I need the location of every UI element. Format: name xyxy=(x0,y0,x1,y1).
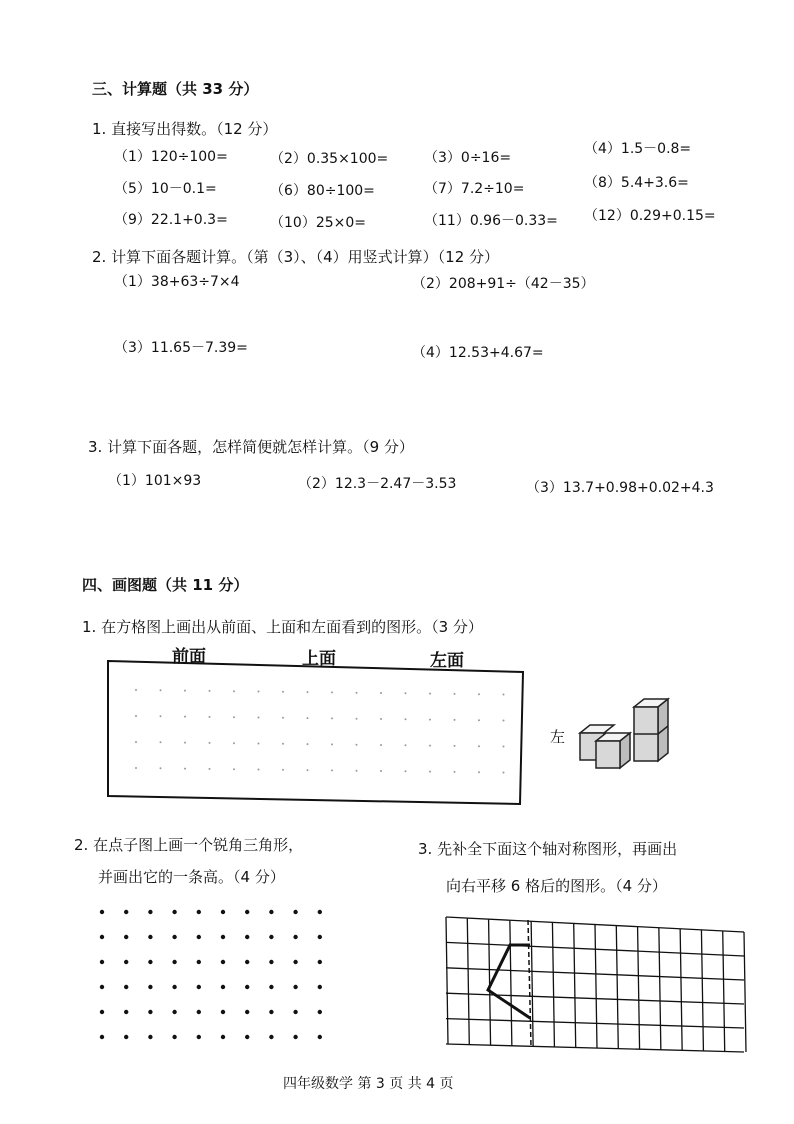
grid-line xyxy=(574,923,576,1047)
grid-dot xyxy=(380,692,382,694)
grid-line xyxy=(489,919,491,1045)
grid-dot xyxy=(293,1035,297,1039)
calc-item: （7）7.2÷10= xyxy=(424,181,525,197)
grid-dot xyxy=(318,960,322,964)
grid-dot xyxy=(269,1035,273,1039)
q1-title: 1. 直接写出得数。（12 分） xyxy=(92,120,278,138)
grid-dot xyxy=(245,1010,249,1014)
calc-item: （4）12.53+4.67= xyxy=(412,345,544,361)
grid-dot xyxy=(293,910,297,914)
grid-line xyxy=(723,931,725,1052)
draw-q1-title: 1. 在方格图上画出从前面、上面和左面看到的图形。（3 分） xyxy=(82,618,483,636)
calc-item: （5）10－0.1= xyxy=(114,181,217,197)
calc-item: （9）22.1+0.3= xyxy=(114,212,228,228)
grid-dot xyxy=(429,771,431,773)
calc-item: （2）0.35×100= xyxy=(270,151,389,167)
grid-dot xyxy=(209,742,211,744)
grid-dot xyxy=(100,1010,104,1014)
grid-line xyxy=(595,925,597,1049)
grid-dot xyxy=(221,1010,225,1014)
grid-dot xyxy=(331,691,333,693)
grid-dot xyxy=(269,935,273,939)
grid-dot xyxy=(124,935,128,939)
grid-line xyxy=(467,918,469,1045)
grid-dot xyxy=(429,745,431,747)
grid-dot xyxy=(503,746,505,748)
grid-dot xyxy=(258,769,260,771)
grid-dot xyxy=(172,910,176,914)
grid-dot xyxy=(293,985,297,989)
grid-dot xyxy=(184,768,186,770)
grid-dot xyxy=(269,910,273,914)
grid-dot xyxy=(221,1035,225,1039)
grid-dot xyxy=(172,960,176,964)
grid-dot xyxy=(197,960,201,964)
grid-dot xyxy=(221,985,225,989)
grid-line xyxy=(552,922,554,1047)
grid-dot xyxy=(318,1035,322,1039)
grid-dot xyxy=(380,718,382,720)
grid-dot xyxy=(148,910,152,914)
grid-dot xyxy=(258,743,260,745)
grid-dot xyxy=(172,1010,176,1014)
grid-dot xyxy=(454,719,456,721)
grid-line xyxy=(638,927,640,1049)
grid-dot xyxy=(124,910,128,914)
grid-dot xyxy=(503,772,505,774)
grid-dot xyxy=(209,716,211,718)
grid-dot xyxy=(148,1035,152,1039)
q2-title: 2. 计算下面各题计算。（第（3）、（4）用竖式计算）（12 分） xyxy=(92,248,500,266)
grid-line xyxy=(680,929,682,1051)
grid-dot xyxy=(184,690,186,692)
grid-dot xyxy=(172,1035,176,1039)
calc-item: （1）120÷100= xyxy=(114,149,228,165)
grid-dot xyxy=(405,744,407,746)
grid-dot xyxy=(209,690,211,692)
grid-dot xyxy=(307,717,309,719)
grid-dot xyxy=(172,935,176,939)
grid-dot xyxy=(209,768,211,770)
section-4-title: 四、画图题（共 11 分） xyxy=(82,576,249,594)
grid-dot xyxy=(429,693,431,695)
grid-dot xyxy=(478,693,480,695)
grid-dot xyxy=(135,689,137,691)
grid-dot xyxy=(307,743,309,745)
grid-line xyxy=(446,1019,744,1028)
grid-dot xyxy=(245,910,249,914)
grid-dot xyxy=(307,769,309,771)
grid-dot xyxy=(454,693,456,695)
grid-dot xyxy=(221,935,225,939)
grid-dot xyxy=(380,744,382,746)
grid-dot xyxy=(478,771,480,773)
grid-dot xyxy=(124,1010,128,1014)
grid-dot xyxy=(331,717,333,719)
left-direction-label: 左 xyxy=(550,728,566,746)
grid-dot xyxy=(148,960,152,964)
grid-dot xyxy=(135,767,137,769)
calc-item: （6）80÷100= xyxy=(270,183,375,199)
draw-q2-line2: 并画出它的一条高。（4 分） xyxy=(98,868,285,886)
grid-dot xyxy=(197,910,201,914)
calc-item: （8）5.4+3.6= xyxy=(584,175,689,191)
grid-dot xyxy=(148,1010,152,1014)
grid-dot xyxy=(233,690,235,692)
grid-dot xyxy=(356,692,358,694)
grid-dot xyxy=(293,960,297,964)
grid-dot xyxy=(405,770,407,772)
grid-dot xyxy=(221,960,225,964)
grid-dot xyxy=(245,1035,249,1039)
calc-item: （11）0.96－0.33= xyxy=(424,213,558,229)
grid-dot xyxy=(282,769,284,771)
grid-dot xyxy=(197,985,201,989)
grid-dot xyxy=(184,716,186,718)
grid-line xyxy=(510,920,512,1045)
calc-item: （2）208+91÷（42－35） xyxy=(412,276,595,292)
grid-dot xyxy=(100,910,104,914)
grid-line xyxy=(701,930,703,1051)
grid-dot xyxy=(454,745,456,747)
calc-item: （3）13.7+0.98+0.02+4.3 xyxy=(526,480,714,496)
grid-dot xyxy=(331,743,333,745)
grid-dot xyxy=(100,960,104,964)
grid-dot xyxy=(405,692,407,694)
grid-line xyxy=(446,968,744,980)
calc-item: （3）11.65－7.39= xyxy=(114,340,248,356)
grid-dot xyxy=(124,985,128,989)
calc-item: （1）101×93 xyxy=(108,473,202,489)
grid-dot xyxy=(197,935,201,939)
grid-dot xyxy=(356,770,358,772)
grid-dot xyxy=(318,985,322,989)
grid-dot xyxy=(307,691,309,693)
grid-dot xyxy=(478,719,480,721)
calc-item: （1）38+63÷7×4 xyxy=(114,274,240,290)
grid-dot xyxy=(454,771,456,773)
grid-dot xyxy=(405,718,407,720)
view-label-front: 前面 xyxy=(172,647,206,667)
calc-item: （2）12.3－2.47－3.53 xyxy=(298,476,457,492)
grid-dot xyxy=(293,935,297,939)
page-footer: 四年级数学 第 3 页 共 4 页 xyxy=(283,1076,454,1092)
grid-dot xyxy=(478,745,480,747)
calc-item: （3）0÷16= xyxy=(424,150,512,166)
grid-dot xyxy=(100,985,104,989)
grid-dot xyxy=(148,935,152,939)
grid-line xyxy=(744,932,746,1052)
grid-dot xyxy=(100,1035,104,1039)
grid-dot xyxy=(100,935,104,939)
grid-dot xyxy=(429,719,431,721)
calc-item: （10）25×0= xyxy=(270,215,366,231)
grid-dot xyxy=(269,985,273,989)
grid-dot xyxy=(233,742,235,744)
grid-line xyxy=(616,926,618,1049)
grid-dot xyxy=(503,720,505,722)
grid-dot xyxy=(318,935,322,939)
grid-dot xyxy=(245,960,249,964)
grid-dot xyxy=(503,694,505,696)
grid-dot xyxy=(318,910,322,914)
grid-dot xyxy=(282,691,284,693)
grid-dot xyxy=(172,985,176,989)
grid-dot xyxy=(124,960,128,964)
grid-dot xyxy=(221,910,225,914)
grid-line xyxy=(446,917,448,1044)
grid-dot xyxy=(135,715,137,717)
grid-line xyxy=(446,993,744,1004)
grid-dot xyxy=(160,689,162,691)
grid-line xyxy=(659,928,661,1050)
grid-dot xyxy=(245,935,249,939)
grid-dot xyxy=(356,744,358,746)
grid-dot xyxy=(124,1035,128,1039)
grid-dot xyxy=(135,741,137,743)
grid-dot xyxy=(184,742,186,744)
grid-line xyxy=(531,921,533,1046)
grid-dot xyxy=(148,985,152,989)
grid-dot xyxy=(197,1010,201,1014)
grid-dot xyxy=(160,741,162,743)
q3-title: 3. 计算下面各题，怎样简便就怎样计算。（9 分） xyxy=(88,438,414,456)
calc-item: （4）1.5－0.8= xyxy=(584,141,692,157)
grid-line xyxy=(446,917,744,932)
view-label-left: 左面 xyxy=(430,651,464,671)
grid-dot xyxy=(233,716,235,718)
draw-q3-line1: 3. 先补全下面这个轴对称图形，再画出 xyxy=(418,840,678,858)
grid-dot xyxy=(258,717,260,719)
draw-q3-line2: 向右平移 6 格后的图形。（4 分） xyxy=(446,877,667,895)
grid-dot xyxy=(258,691,260,693)
draw-q2-line1: 2. 在点子图上画一个锐角三角形， xyxy=(74,836,304,854)
grid-dot xyxy=(160,715,162,717)
grid-dot xyxy=(356,718,358,720)
calc-item: （12）0.29+0.15= xyxy=(584,208,716,224)
grid-dot xyxy=(269,1010,273,1014)
grid-dot xyxy=(282,743,284,745)
section-3-title: 三、计算题（共 33 分） xyxy=(92,80,259,98)
view-label-top: 上面 xyxy=(302,649,336,669)
grid-line xyxy=(446,942,744,956)
grid-dot xyxy=(331,769,333,771)
grid-dot xyxy=(197,1035,201,1039)
grid-dot xyxy=(380,770,382,772)
grid-dot xyxy=(245,985,249,989)
grid-line xyxy=(446,1044,744,1052)
grid-dot xyxy=(160,767,162,769)
grid-dot xyxy=(233,768,235,770)
grid-dot xyxy=(318,1010,322,1014)
grid-dot xyxy=(282,717,284,719)
grid-dot xyxy=(293,1010,297,1014)
grid-dot xyxy=(269,960,273,964)
